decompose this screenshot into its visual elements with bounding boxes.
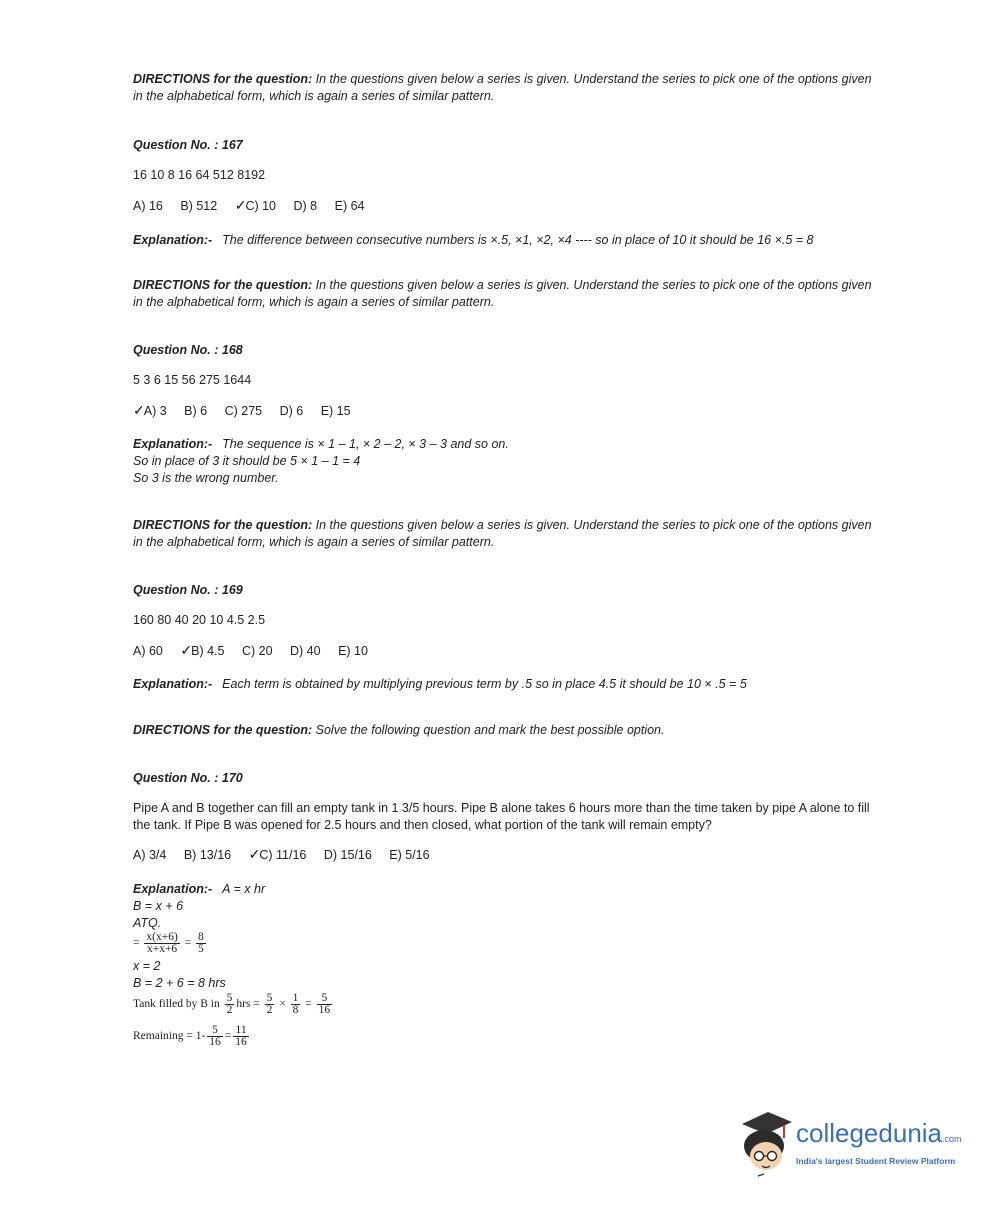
collegedunia-logo bbox=[738, 1108, 968, 1188]
option-c: C) 275 bbox=[224, 404, 263, 418]
checkmark-icon: ✓ bbox=[248, 846, 261, 862]
question-number-170: Question No. : 170 bbox=[133, 771, 243, 785]
option-b: B) 512 bbox=[180, 199, 218, 213]
logo-wordmark: collegedunia.com bbox=[796, 1118, 962, 1148]
series-169: 160 80 40 20 10 4.5 2.5 bbox=[133, 613, 266, 627]
equation-tank-filled: Tank filled by B in $\frac{5}{2}$ hrs = $\frac{5}{2}$ × $\frac{1}{8}$ = $\frac{5}{16}$ bbox=[133, 992, 331, 1016]
explanation-169: Explanation:- Each term is obtained by multiplying previous term by .5 so in place 4.5 it should be 10 × .5 = 5 bbox=[133, 677, 747, 691]
option-a-correct: ✓A) 3 bbox=[133, 402, 167, 418]
option-e: E) 15 bbox=[320, 404, 351, 418]
equation-atq: = $\frac{x(x+6)}{x+x+6}$ = $\frac{8}{5}$ bbox=[133, 931, 204, 955]
option-b-correct: ✓B) 4.5 bbox=[180, 642, 225, 658]
mascot-icon bbox=[738, 1108, 794, 1178]
checkmark-icon: ✓ bbox=[180, 642, 193, 658]
option-e: E) 64 bbox=[334, 199, 365, 213]
question-text-170: Pipe A and B together can fill an empty tank in 1 3/5 hours. Pipe B alone takes 6 hours more than the time taken by pipe A alone to fill the tank. If Pipe B was opened for 2.5 hours and then closed, what portion of the tank will remain empty? bbox=[133, 801, 870, 832]
explanation-170: Explanation:- A = x hr B = x + 6 ATQ. = $\frac{x(x+6)}{x+x+6}$ = $\frac{8}{5}$ x = 2 B = 2 + 6 = 8 hrs Tank filled by B in $\frac{5}{2}$ hrs = $\frac{5}{2}$ × $\frac{1}{8}$ = $\frac{5}{16}$ Remaining = 1- $\frac{5}{16}$ = $\frac{11}{16}$ bbox=[133, 881, 878, 1053]
option-e: E) 10 bbox=[338, 644, 368, 658]
equation-remaining: Remaining = 1- $\frac{5}{16}$ = $\frac{11}{16}$ bbox=[133, 1024, 247, 1048]
option-a: A) 60 bbox=[133, 644, 163, 658]
checkmark-icon: ✓ bbox=[133, 402, 145, 418]
explanation-168: Explanation:- The sequence is × 1 – 1, × 2 – 2, × 3 – 3 and so on. So in place of 3 it should be 5 × 1 – 1 = 4 So 3 is the wrong number. bbox=[133, 437, 509, 485]
option-c: C) 20 bbox=[241, 644, 273, 658]
option-a: A) 3/4 bbox=[133, 848, 167, 862]
question-number-168: Question No. : 168 bbox=[133, 343, 243, 357]
option-d: D) 40 bbox=[290, 644, 321, 658]
question-number-167: Question No. : 167 bbox=[133, 138, 243, 152]
checkmark-icon: ✓ bbox=[234, 197, 247, 213]
directions-170: DIRECTIONS for the question: Solve the following question and mark the best possible option. bbox=[133, 723, 665, 737]
option-a: A) 16 bbox=[133, 199, 163, 213]
option-d: D) 8 bbox=[293, 199, 318, 213]
directions-169: DIRECTIONS for the question: In the questions given below a series is given. Understand the series to pick one of the options given in the alphabetical form, which is again a series of similar pattern. bbox=[133, 518, 872, 549]
option-c-correct: ✓C) 11/16 bbox=[248, 846, 307, 862]
option-c-correct: ✓C) 10 bbox=[234, 197, 277, 213]
option-d: D) 6 bbox=[279, 404, 304, 418]
option-b: B) 6 bbox=[184, 404, 208, 418]
series-168: 5 3 6 15 56 275 1644 bbox=[133, 373, 252, 387]
options-167 bbox=[133, 197, 878, 215]
options-168 bbox=[133, 402, 878, 420]
logo-tagline: India's largest Student Review Platform bbox=[796, 1156, 956, 1166]
option-e: E) 5/16 bbox=[389, 848, 430, 862]
options-169 bbox=[133, 642, 878, 660]
explanation-167: Explanation:- The difference between consecutive numbers is ×.5, ×1, ×2, ×4 ---- so in place of 10 it should be 16 ×.5 = 8 bbox=[133, 233, 814, 247]
series-167: 16 10 8 16 64 512 8192 bbox=[133, 168, 266, 182]
options-170 bbox=[133, 846, 878, 864]
option-d: D) 15/16 bbox=[323, 848, 372, 862]
directions-168: DIRECTIONS for the question: In the questions given below a series is given. Understand the series to pick one of the options given in the alphabetical form, which is again a series of similar pattern. bbox=[133, 278, 872, 309]
directions-167: DIRECTIONS for the question: In the questions given below a series is given. Understand the series to pick one of the options given in the alphabetical form, which is again a series of similar pattern. bbox=[133, 72, 872, 103]
option-b: B) 13/16 bbox=[183, 848, 232, 862]
question-number-169: Question No. : 169 bbox=[133, 583, 243, 597]
